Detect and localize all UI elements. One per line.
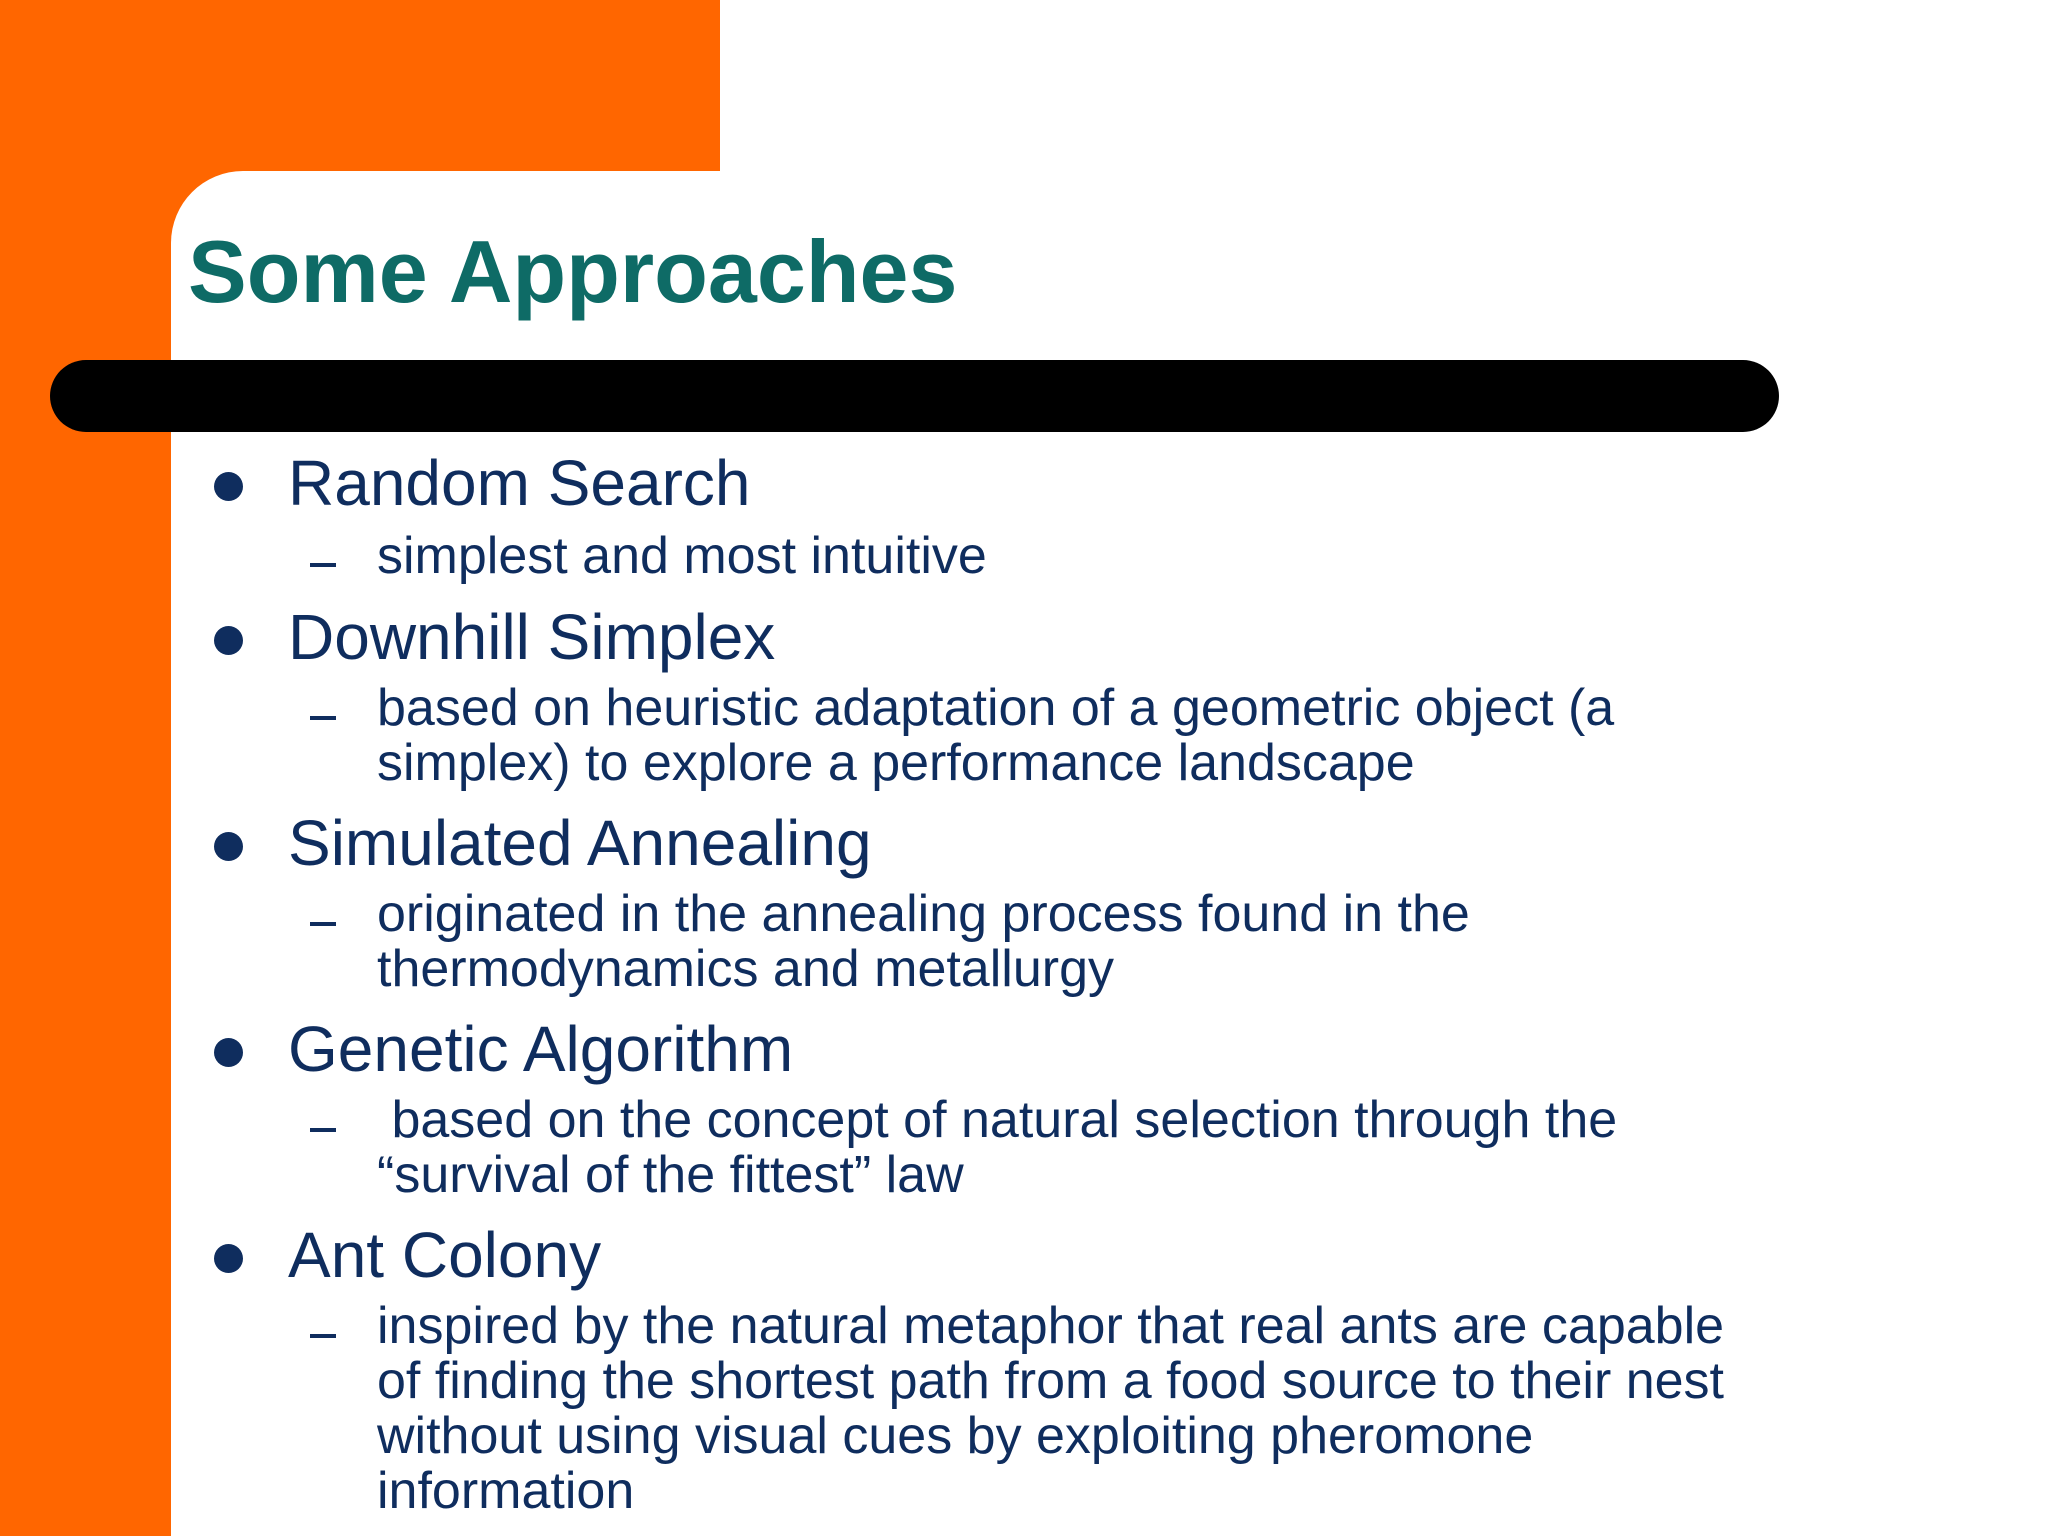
slide-title: Some Approaches [188, 222, 958, 321]
sub-line: inspired by the natural metaphor that real ants are capable [377, 1297, 1725, 1355]
sub-line: based on the concept of natural selection through the [377, 1091, 1618, 1149]
bullet-downhill-simplex: Downhill Simplex [288, 601, 776, 673]
sub-line: information [377, 1462, 635, 1520]
sub-bullet-ant-colony [377, 1299, 1877, 1519]
dash-icon [310, 563, 336, 567]
sub-bullet-random-search [377, 529, 1877, 584]
sub-line: simplex) to explore a performance landscape [377, 734, 1415, 792]
dash-icon [310, 1128, 336, 1132]
bullet-genetic-algorithm: Genetic Algorithm [288, 1013, 794, 1085]
sub-line: thermodynamics and metallurgy [377, 940, 1114, 998]
sub-bullet-downhill-simplex [377, 681, 1877, 791]
sub-line: “survival of the fittest” law [377, 1146, 964, 1204]
dash-icon [310, 1334, 336, 1338]
sub-line: of finding the shortest path from a food source to their nest [377, 1352, 1724, 1410]
sub-line: originated in the annealing process found in the [377, 885, 1470, 943]
sub-line: without using visual cues by exploiting pheromone [377, 1407, 1534, 1465]
bullet-icon [214, 1038, 243, 1067]
bullet-icon [214, 472, 243, 501]
bullet-ant-colony: Ant Colony [288, 1219, 602, 1291]
sub-line: simplest and most intuitive [377, 527, 987, 585]
sub-bullet-simulated-annealing [377, 887, 1877, 997]
dash-icon [310, 716, 336, 720]
bullet-random-search: Random Search [288, 447, 751, 519]
dash-icon [310, 922, 336, 926]
bullet-icon [214, 832, 243, 861]
bullet-icon [214, 1244, 243, 1273]
bullet-icon [214, 626, 243, 655]
sub-line: based on heuristic adaptation of a geometric object (a [377, 679, 1615, 737]
bullet-simulated-annealing: Simulated Annealing [288, 807, 872, 879]
sub-bullet-genetic-algorithm [377, 1093, 1877, 1203]
